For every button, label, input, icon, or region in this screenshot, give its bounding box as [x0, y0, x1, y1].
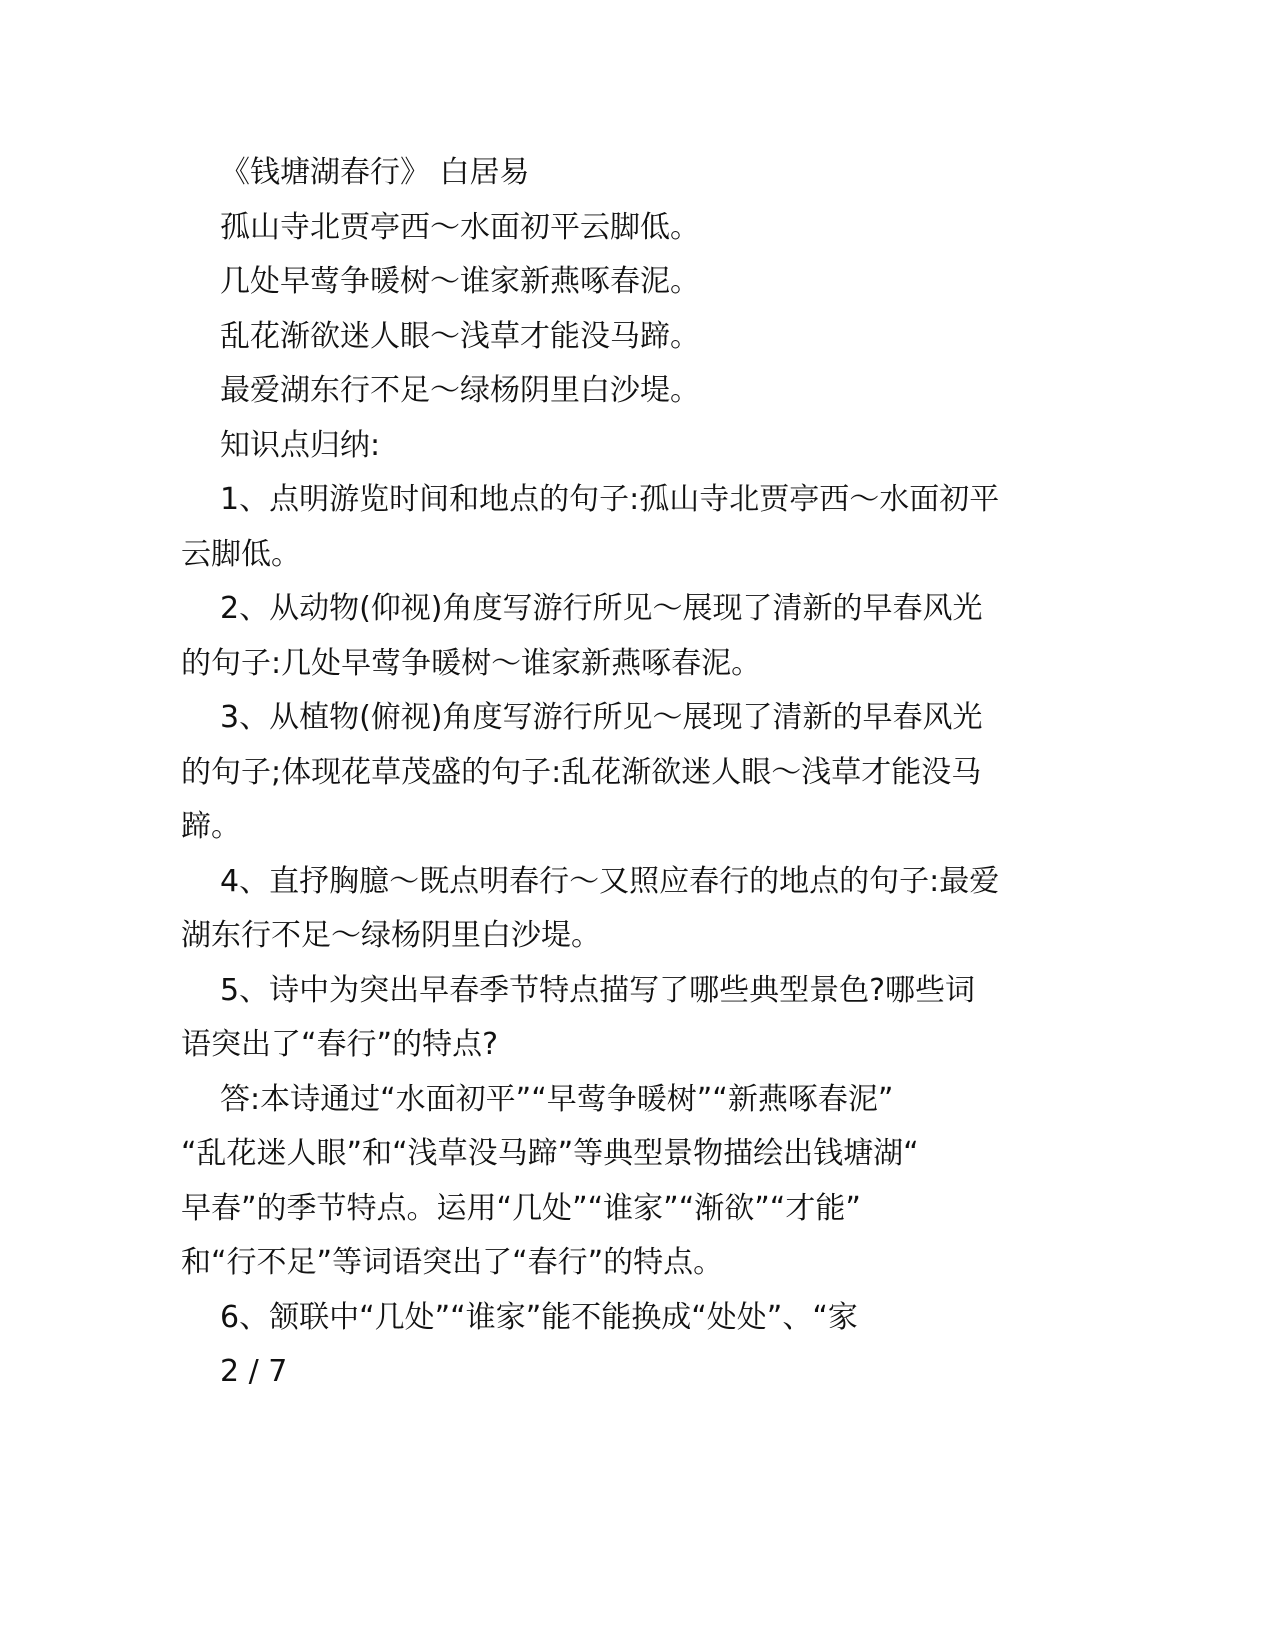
- body-line: 语突出了“春行”的特点?: [181, 1027, 499, 1062]
- page-indicator: 2 / 7: [220, 1354, 288, 1389]
- body-line: 早春”的季节特点。运用“几处”“谁家”“渐欲”“才能”: [181, 1191, 861, 1226]
- body-line: 5、诗中为突出早春季节特点描写了哪些典型景色?哪些词: [220, 973, 976, 1008]
- body-line: 6、颔联中“几处”“谁家”能不能换成“处处”、“家: [220, 1300, 858, 1335]
- body-line: 蹄。: [181, 809, 241, 844]
- poem-title: 《钱塘湖春行》 白居易: [220, 155, 530, 190]
- body-line: 和“行不足”等词语突出了“春行”的特点。: [181, 1245, 724, 1280]
- poem-line-3: 乱花渐欲迷人眼～浅草才能没马蹄。: [220, 319, 700, 354]
- body-line: 的句子:几处早莺争暖树～谁家新燕啄春泥。: [181, 646, 762, 681]
- body-line: 3、从植物(俯视)角度写游行所见～展现了清新的早春风光: [220, 700, 983, 735]
- body-line: 1、点明游览时间和地点的句子:孤山寺北贾亭西～水面初平: [220, 482, 1000, 517]
- body-line: 云脚低。: [181, 537, 301, 572]
- body-line: 的句子;体现花草茂盛的句子:乱花渐欲迷人眼～浅草才能没马: [181, 755, 982, 790]
- poem-line-2: 几处早莺争暖树～谁家新燕啄春泥。: [220, 264, 700, 299]
- section-heading: 知识点归纳:: [220, 428, 381, 463]
- body-line: 2、从动物(仰视)角度写游行所见～展现了清新的早春风光: [220, 591, 983, 626]
- poem-line-1: 孤山寺北贾亭西～水面初平云脚低。: [220, 210, 700, 245]
- body-line: “乱花迷人眼”和“浅草没马蹄”等典型景物描绘出钱塘湖“: [181, 1136, 919, 1171]
- body-line: 答:本诗通过“水面初平”“早莺争暖树”“新燕啄春泥”: [220, 1082, 894, 1117]
- body-line: 4、直抒胸臆～既点明春行～又照应春行的地点的句子:最爱: [220, 864, 1000, 899]
- body-line: 湖东行不足～绿杨阴里白沙堤。: [181, 918, 601, 953]
- poem-line-4: 最爱湖东行不足～绿杨阴里白沙堤。: [220, 373, 700, 408]
